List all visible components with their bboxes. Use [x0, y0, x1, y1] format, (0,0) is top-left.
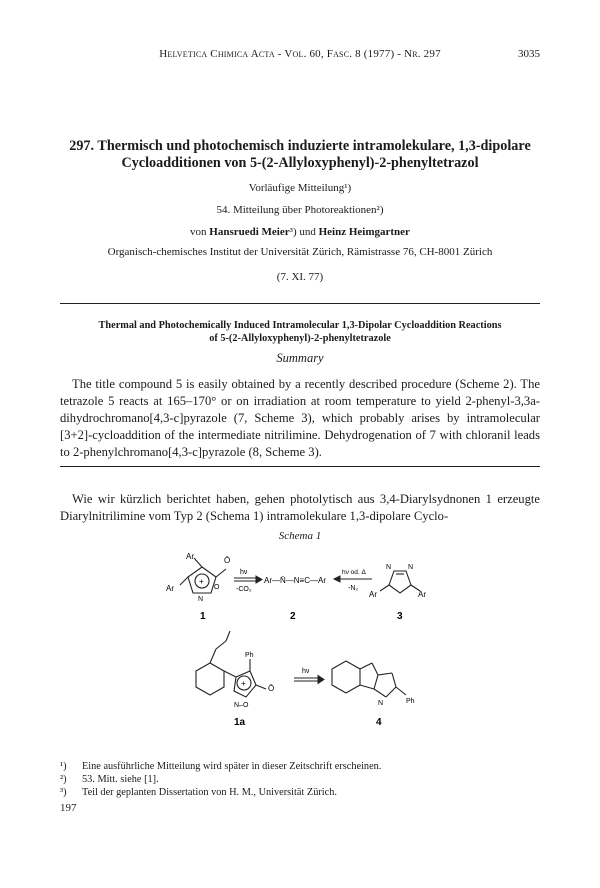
summary-heading: Summary: [276, 351, 324, 365]
allylphenyl-sydnone-structure: [196, 631, 266, 697]
footnote-1-number: ¹): [60, 761, 67, 772]
plus-label: +: [199, 577, 204, 586]
author-1-footnote-mark: ³): [289, 226, 297, 238]
title-line-1: 297. Thermisch und photochemisch induzierte intramolekulare, 1,3-dipolare: [69, 138, 531, 154]
n4-label: N: [408, 564, 414, 571]
n-label-4: N: [378, 700, 384, 707]
indanopyrazoline-structure: [332, 661, 406, 697]
authors-and: und: [299, 226, 316, 238]
o1-label: O: [214, 584, 220, 591]
english-title: [60, 320, 540, 345]
ar-label-1: Ar: [186, 552, 194, 561]
ar-label-2: Ar: [166, 584, 174, 593]
title-line-2: Cycloadditionen von 5-(2-Allyloxyphenyl)-2-phenyltetrazol: [121, 155, 479, 171]
n-label: N: [198, 596, 204, 603]
author-1: Hansruedi Meier: [209, 226, 290, 238]
received-date: (7. XI. 77): [276, 271, 324, 283]
arrow-1-byproduct: -CO₂: [236, 586, 252, 593]
tetrazole-structure: [380, 571, 420, 593]
ph-label-1: Ph: [245, 652, 254, 659]
footnote-2: [60, 773, 540, 786]
author-2: Heinz Heimgartner: [318, 226, 410, 238]
english-title-line-1: Thermal and Photochemically Induced Intramolecular 1,3-Dipolar Cycloaddition Reactions: [98, 320, 502, 331]
ar-label-4: Ar: [418, 590, 426, 599]
label-4: 4: [376, 717, 382, 728]
scheme-caption: Schema 1: [278, 530, 322, 542]
article-title: [60, 138, 540, 172]
english-title-line-2: of 5-(2-Allyloxyphenyl)-2-phenyltetrazole: [209, 332, 391, 344]
bottom-divider: [60, 466, 540, 467]
o-minus-label-2: Ō: [268, 684, 275, 693]
nitrilimine-formula: Ar—N̄—N≡C—Ar: [264, 576, 326, 585]
footnote-2-text: 53. Mitt. siehe [1].: [82, 774, 159, 785]
label-3: 3: [397, 611, 403, 622]
label-1a: 1a: [234, 717, 246, 728]
ph-label-2: Ph: [406, 698, 415, 705]
n3-label: N: [386, 564, 392, 571]
label-2: 2: [290, 611, 296, 622]
printer-signature: 197: [60, 802, 77, 814]
arrow-1-condition: hν: [240, 569, 248, 576]
page-number: 3035: [518, 48, 540, 60]
reaction-arrow-3: [294, 676, 324, 684]
o-minus-label: Ō: [224, 556, 231, 565]
footnote-3-text: Teil der geplanten Dissertation von H. M., Universität Zürich.: [82, 787, 337, 798]
series-note: 54. Mitteilung über Photoreaktionen²): [216, 204, 384, 216]
preliminary-note: Vorläufige Mitteilung¹): [248, 182, 352, 194]
top-divider: [60, 303, 540, 304]
arrow-2-byproduct: -N₂: [348, 585, 359, 592]
label-1: 1: [200, 611, 206, 622]
affiliation: Organisch-chemisches Institut der Universität Zürich, Rämistrasse 76, CH-8001 Zürich: [107, 246, 493, 258]
footnote-1-text: Eine ausführliche Mitteilung wird später in dieser Zeitschrift erscheinen.: [82, 761, 382, 772]
arrow-3-condition: hν: [302, 668, 310, 675]
arrow-2-condition: hν od. Δ: [342, 569, 366, 576]
journal-header: Helvetica Chimica Acta - Vol. 60, Fasc. 8 (1977) - Nr. 297: [159, 48, 441, 60]
authors-line: [60, 226, 540, 238]
scheme-1-diagram: [150, 545, 470, 745]
plus-label-2: +: [241, 679, 246, 688]
footnote-3-number: ³): [60, 787, 67, 798]
n-o-label: N–O: [234, 702, 249, 709]
body-paragraph: Wie wir kürzlich berichtet haben, gehen photolytisch aus 3,4-Diarylsydnonen 1 erzeugte Diarylnitrilimine vom Typ 2 (Schema 1) intramolekulare 1,3-dipolare Cyclo-: [60, 492, 540, 523]
reaction-arrow-1: [234, 576, 262, 583]
footnote-3: [60, 786, 540, 799]
footnote-1: [60, 760, 540, 773]
authors-prefix: von: [190, 226, 207, 238]
footnote-2-number: ²): [60, 774, 67, 785]
summary-text: The title compound 5 is easily obtained by a recently described procedure (Scheme 2). The tetrazole 5 reacts at 165–170° or on irradiation at room temperature to yield 2-phenyl-3,3a-dihydrochromano[4,3-c]pyrazole (7, Scheme 3), which probably arises by intramolecular [3+2]-cycloaddition of the intermediate nitrilimine. Dehydrogenation of 7 with chloranil leads to 2-phenylchromano[4,3-c]pyrazole (8, Scheme 3).: [60, 377, 540, 459]
reaction-arrow-2: [334, 576, 372, 582]
ar-label-3: Ar: [369, 590, 377, 599]
